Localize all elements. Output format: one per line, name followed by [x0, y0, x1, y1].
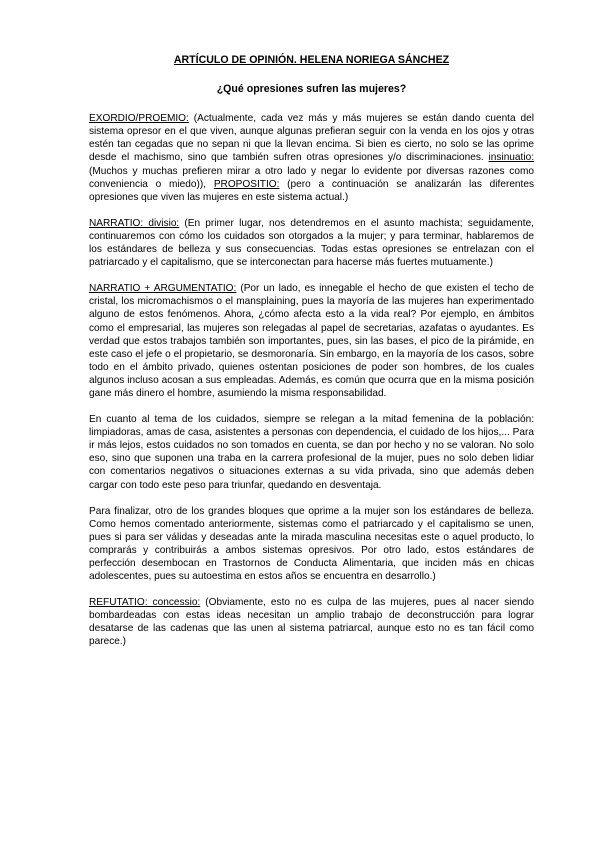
propositio-text: (pero a continuación se analizarán las diferentes opresiones que viven las mujeres en este sistema actual.) — [89, 178, 535, 203]
paragraph-narratio — [89, 217, 534, 269]
narratio-text: (En primer lugar, nos detendremos en el asunto machista; seguidamente, continuaremos con cómo los cuidados son otorgados a la mujer; y para terminar, hablaremos de los estándares de belleza y sus consecuencias. Todas estas opresiones se entrelazan con el patriarcado y el capitalismo, que se interconectan para hacerse más fuertes mutuamente.) — [89, 217, 534, 269]
paragraph-exordio — [89, 112, 534, 204]
argumentatio-label: NARRATIO + ARGUMENTATIO: — [89, 283, 237, 295]
document-subtitle: ¿Qué opresiones sufren las mujeres? — [216, 83, 407, 96]
document-title: ARTÍCULO DE OPINIÓN. HELENA NORIEGA SÁNCHEZ — [173, 54, 450, 66]
refutatio-label: REFUTATIO: concessio: — [89, 597, 201, 609]
document-page — [89, 54, 534, 662]
insinuatio-text: (Muchos y muchas prefieren mirar a otro lado y negar lo evidente por diversas razones como conveniencia o miedo)), — [89, 165, 534, 190]
refutatio-text: (Obviamente, esto no es culpa de las mujeres, pues al nacer siendo bombardeadas con estas ideas necesitan un amplio trabajo de deconstrucción para lograr desatarse de las cadenas que las unen al sistema patriarcal, aunque esto no es tan fácil como parece.) — [89, 597, 534, 648]
paragraph-cuidados: En cuanto al tema de los cuidados, siempre se relegan a la mitad femenina de la población: limpiadoras, amas de casa, asistentes a personas con dependencia, el cuidado de los hijos,... Para ir más lejos, estos cuidados no son tomados en cuenta, se dan por hecho y no se valoran. No solo eso, sino que suponen una traba en la carrera profesional de la mujer, pues no solo deben lidiar con comentarios negativos o situaciones externas a su vida privada, sino que además deben cargar con todo este peso para triunfar, quedando en desventaja. — [89, 414, 534, 491]
propositio-label: PROPOSITIO: — [213, 178, 280, 190]
narratio-label: NARRATIO: divisio: — [89, 217, 180, 229]
exordio-label: EXORDIO/PROEMIO: — [89, 113, 189, 125]
paragraph-refutatio — [89, 596, 534, 648]
exordio-text: (Actualmente, cada vez más y más mujeres se están dando cuenta del sistema opresor en el que viven, aunque algunas prefieran seguir con la venda en los ojos y otras estén tan cegadas que no sepan ni que la llevan encima. Si bien es cierto, no solo se las oprime desde el machismo, sino que también sufren otras opresiones y/o discriminaciones. — [89, 113, 534, 164]
paragraph-belleza: Para finalizar, otro de los grandes bloques que oprime a la mujer son los estándares de belleza. Como hemos comentado anteriormente, sistemas como el patriarcado y el capitalismo se unen, pues si para ser válidas y deseadas ante la mirada masculina necesitas este o aquel producto, lo comprarás y contribuirás a ambos sistemas opresivos. Por otro lado, estos estándares de perfección desembocan en Trastornos de Conducta Alimentaria, que inciden más en chicas adolescentes, pues su autoestima en estos años se encuentra en desarrollo.) — [89, 505, 534, 583]
paragraph-argumentatio — [89, 282, 534, 400]
insinuatio-label: insinuatio: — [488, 152, 534, 164]
argumentatio-text: (Por un lado, es innegable el hecho de que existen el techo de cristal, los micromachismos o el mansplaining, pues la mayoría de las mujeres han experimentado alguno de estos fenómenos. Ahora, ¿cómo afecta esto a la vida real? Por ejemplo, en ámbitos como el empresarial, las mujeres son relegadas al papel de secretarias, azafatas o ayudantes. Es verdad que estos trabajos también son importantes, pues, sin las bases, el pico de la pirámide, en este caso el jefe o el propietario, se desmoronaría. Sin embargo, en la mayoría de los casos, sobre todo en el ámbito privado, quienes ostentan posiciones de poder son hombres, de los cuales algunos incluso acosan a sus empleadas. Además, es común que ocurra que en la misma posición gane más dinero el hombre, asumiendo la misma responsabilidad. — [89, 283, 535, 399]
